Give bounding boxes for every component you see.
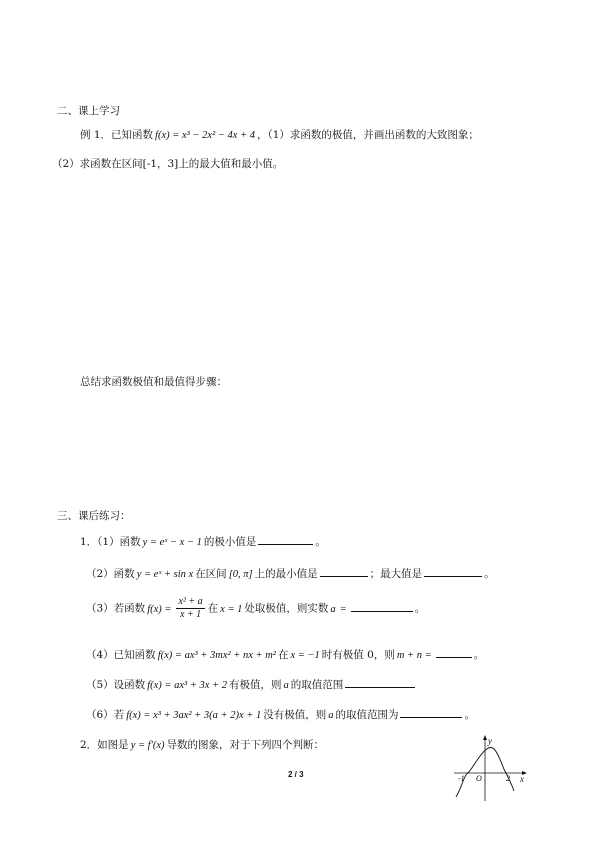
q3-answer-blank[interactable] [351, 601, 413, 612]
q2-interval-text: 在区间 [195, 568, 227, 580]
q5-var: a [283, 680, 289, 691]
question-1-5 [86, 677, 417, 692]
q5-suffix: 的取值范围 [290, 679, 344, 691]
question-1-1 [80, 534, 326, 549]
q1-end: 。 [315, 536, 326, 548]
question-1-6 [86, 707, 475, 722]
graph-x-label: x [520, 774, 524, 784]
q1-formula: y = eˣ − x − 1 [142, 537, 202, 548]
example-1-question-2: （2）求函数在区间[-1，3]上的最大值和最小值。 [52, 158, 284, 170]
q4-prefix: （4）已知函数 [86, 649, 156, 661]
q4-formula: f(x) = ax³ + 3mx² + nx + m² [157, 650, 276, 661]
q2-mid: 上的最小值是 [254, 568, 318, 580]
q7-prefix: 2．如图是 [80, 739, 129, 751]
q4-at: 在 [277, 649, 289, 661]
question-1-4 [86, 647, 484, 662]
q3-numerator: x² + a [178, 596, 203, 607]
q4-answer-blank[interactable] [436, 647, 472, 658]
q3-end: 。 [414, 602, 426, 615]
q1-prefix: 1．（1）函数 [80, 536, 141, 548]
q5-mid: 有极值，则 [228, 679, 282, 691]
graph-tick-neg1: -1 [458, 774, 465, 783]
q3-fraction [176, 596, 204, 621]
q4-condition: x = −1 [290, 650, 320, 661]
derivative-graph [448, 733, 530, 803]
page-number: 2 / 3 [288, 770, 304, 779]
example-1-formula: f(x) = x³ − 2x² − 4x + 4 [155, 130, 255, 141]
question-2 [80, 737, 324, 752]
q2-min-blank[interactable] [320, 566, 368, 577]
q3-condition: x = 1 [220, 603, 243, 615]
graph-tick-2: 2 [506, 774, 510, 783]
q2-formula: y = eˣ + sin x [136, 569, 194, 580]
q4-mid: 时有极值 0，则 [321, 649, 395, 661]
q3-eq: = [339, 603, 347, 615]
q2-prefix: （2）函数 [86, 568, 135, 580]
q3-mid: 处取极值，则实数 [244, 602, 329, 615]
q1-answer-blank[interactable] [258, 534, 313, 545]
graph-y-arrow [483, 735, 487, 740]
q1-suffix: 的极小值是 [203, 536, 257, 548]
question-1-2 [86, 566, 495, 581]
q3-denominator: x + 1 [179, 609, 202, 620]
q6-suffix: 的取值范围为 [335, 709, 399, 721]
section-2-heading: 二、课上学习 [57, 105, 120, 117]
q5-answer-blank[interactable] [345, 677, 415, 688]
example-1-question-1: ，（1）求函数的极值，并画出函数的大致图象； [256, 129, 479, 141]
q6-formula: f(x) = x³ + 3ax² + 3(a + 2)x + 1 [126, 710, 262, 721]
graph-origin-label: O [476, 774, 482, 783]
q7-suffix: 导数的图象，对于下列四个判断： [166, 739, 325, 751]
q6-mid: 没有极值，则 [263, 709, 327, 721]
q4-end: 。 [473, 649, 485, 661]
q7-formula: y = f′(x) [130, 740, 165, 751]
q5-formula: f(x) = ax³ + 3x + 2 [147, 680, 227, 691]
q4-expr: m + n = [396, 650, 432, 661]
q2-interval: [0, π] [228, 569, 253, 580]
graph-y-label: y [488, 736, 492, 746]
q2-end: 。 [484, 568, 495, 580]
q6-var: a [328, 710, 334, 721]
example-1-prefix: 例 1．已知函数 [80, 129, 154, 141]
q6-answer-blank[interactable] [400, 707, 462, 718]
section-3-heading: 三、课后练习： [57, 510, 131, 522]
q2-mid2: ；最大值是 [369, 568, 423, 580]
q3-var: a [330, 603, 336, 615]
summary-steps-prompt: 总结求函数极值和最值得步骤： [80, 376, 227, 388]
q5-prefix: （5）设函数 [86, 679, 146, 691]
question-1-3 [86, 596, 425, 621]
q3-at: 在 [207, 602, 219, 615]
q3-prefix: （3）若函数 [86, 602, 146, 615]
q6-prefix: （6）若 [86, 709, 125, 721]
q2-max-blank[interactable] [424, 566, 482, 577]
q6-end: 。 [464, 709, 475, 721]
example-1-line-1 [80, 127, 479, 142]
q3-fx: f(x) = [147, 603, 172, 615]
